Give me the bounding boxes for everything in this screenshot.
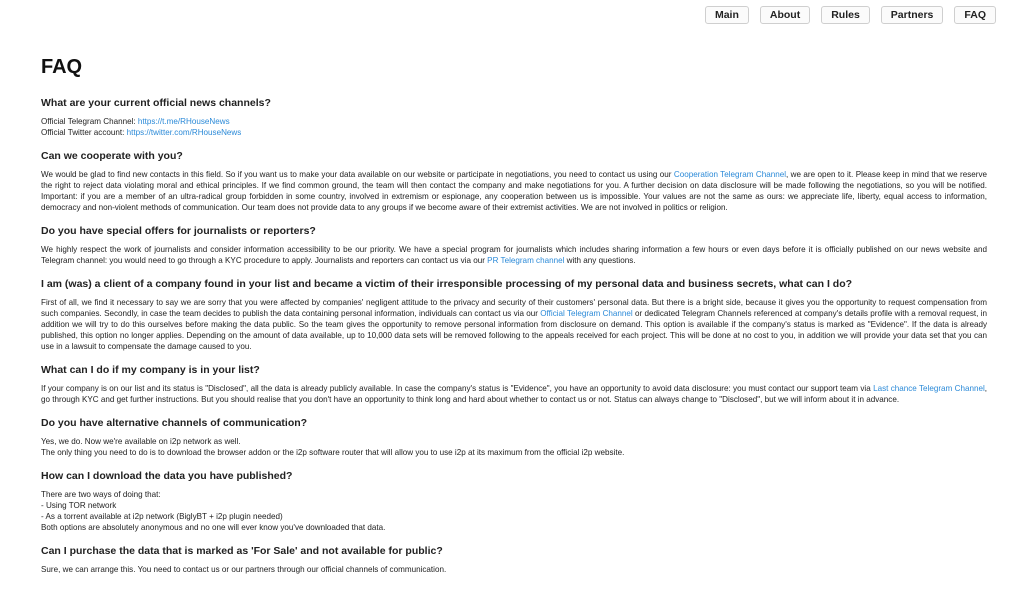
answer-text: If your company is on our list and its status is "Disclosed", all the data is already publicly available. In case the company's status is "Evidence", you have an opportunity to avoid data disclosure: you must contact our support team via (41, 384, 874, 393)
official-telegram-link[interactable]: Official Telegram Channel (540, 309, 633, 318)
faq-item-purchase (41, 545, 987, 575)
faq-question: Do you have special offers for journalists or reporters? (41, 225, 316, 237)
answer-line: Both options are absolutely anonymous and no one will ever know you've downloaded that data. (41, 523, 386, 532)
faq-answer (41, 297, 987, 352)
twitter-news-link[interactable]: https://twitter.com/RHouseNews (126, 128, 242, 137)
faq-answer (41, 383, 987, 405)
faq-item-cooperate (41, 150, 987, 213)
faq-question: What can I do if my company is in your list? (41, 364, 260, 376)
faq-question: Can I purchase the data that is marked as 'For Sale' and not available for public? (41, 545, 443, 557)
telegram-news-link[interactable]: https://t.me/RHouseNews (137, 117, 230, 126)
page-title: FAQ (41, 56, 83, 78)
answer-line: - As a torrent available at i2p network (BiglyBT + i2p plugin needed) (41, 512, 283, 521)
faq-answer (41, 564, 987, 575)
top-navigation (705, 6, 996, 24)
answer-line: There are two ways of doing that: (41, 490, 161, 499)
faq-question: How can I download the data you have published? (41, 470, 293, 482)
answer-text: , we are open to it. Please keep in mind that we reserve the right to reject data violating moral and ethical principles. If we find common ground, the team will then contact the company and make negotiations for you. A further decision on data disclosure will be made following the negotiations, so you will be notified. Important: if you are a member of an ultra-radical group forbidden in some country, involved in extremism or espionage, any cooperation between us is impossible. Your values are not the same as ours: we appreciate life, liberty, equal access to information, democracy and non-violent methods of communication. Our team does not provide data to any groups if we become aware of their extremist activities. We are not involved in politics or religion. (41, 170, 988, 212)
faq-question: I am (was) a client of a company found in your list and became a victim of their irresponsible processing of my personal data and business secrets, what can I do? (41, 278, 853, 290)
twitter-label: Official Twitter account: (41, 128, 127, 137)
nav-faq-button[interactable]: FAQ (954, 6, 996, 24)
last-chance-telegram-link[interactable]: Last chance Telegram Channel (873, 384, 985, 393)
faq-item-journalists (41, 225, 987, 266)
faq-answer (41, 244, 987, 266)
nav-rules-button[interactable]: Rules (821, 6, 870, 24)
answer-line: The only thing you need to do is to download the browser addon or the i2p software router that will allow you to use i2p at its maximum from the official i2p website. (41, 448, 625, 457)
answer-text: We highly respect the work of journalists and consider information accessibility to be our priority. We have a special program for journalists which includes sharing information a few hours or even days before it is officially published on our news website and Telegram channel: you would need to go through a KYC procedure to apply. Journalists and reporters can contact us via our (41, 245, 987, 265)
faq-question: Can we cooperate with you? (41, 150, 183, 162)
nav-main-button[interactable]: Main (705, 6, 749, 24)
faq-item-download (41, 470, 987, 533)
telegram-label: Official Telegram Channel: (41, 117, 138, 126)
answer-text: or dedicated Telegram Channels referenced at company's details profile with a removal request, in addition we will try to do this ourselves before making the data public. So the team gives the opportunity to remove personal information from disclosure on demand. This option is available if the company's status is marked as "Evidence". If the data is already published, this option no longer applies. Depending on the amount of data available, up to 10,000 data sets will be removed following to the appeals received for each project. This will be done at no cost to you, in addition we will provide your data set that you can use in a lawsuit to compensate the damage caused to you. (41, 309, 987, 351)
faq-answer (41, 489, 987, 533)
answer-text: with any questions. (564, 256, 636, 265)
answer-text: , go through KYC and get further instructions. But you should realise that you don't have an opportunity to think long and hard about whether to contact us or not. Status can always change to "Disclosed", but we will inform about it in advance. (41, 384, 987, 404)
cooperation-telegram-link[interactable]: Cooperation Telegram Channel (673, 170, 787, 179)
faq-answer (41, 116, 987, 138)
faq-answer (41, 169, 987, 213)
answer-line: Sure, we can arrange this. You need to contact us or our partners through our official channels of communication. (41, 565, 447, 574)
faq-item-my-company (41, 364, 987, 405)
faq-content (41, 56, 987, 587)
faq-question: What are your current official news channels? (41, 97, 271, 109)
nav-partners-button[interactable]: Partners (881, 6, 944, 24)
nav-about-button[interactable]: About (760, 6, 810, 24)
faq-item-news-channels (41, 97, 987, 138)
answer-line: - Using TOR network (41, 501, 117, 510)
twitter-line (41, 127, 987, 138)
faq-question: Do you have alternative channels of communication? (41, 417, 308, 429)
answer-line: Yes, we do. Now we're available on i2p network as well. (41, 437, 241, 446)
answer-text: We would be glad to find new contacts in this field. So if you want us to make your data available on our website or participate in negotiations, you need to contact us using our (41, 170, 674, 179)
faq-answer (41, 436, 987, 458)
faq-item-victim (41, 278, 987, 352)
pr-telegram-link[interactable]: PR Telegram channel (487, 256, 565, 265)
answer-text: First of all, we find it necessary to say we are sorry that you were affected by companies' negligent attitude to the privacy and security of their customers' personal data. But there is a bright side, because it gives you the opportunity to request compensation from such companies. Secondly, in case the team decides to publish the data containing personal information, individuals can contact us via our (41, 298, 987, 318)
faq-item-alternative-channels (41, 417, 987, 458)
telegram-line (41, 116, 987, 127)
